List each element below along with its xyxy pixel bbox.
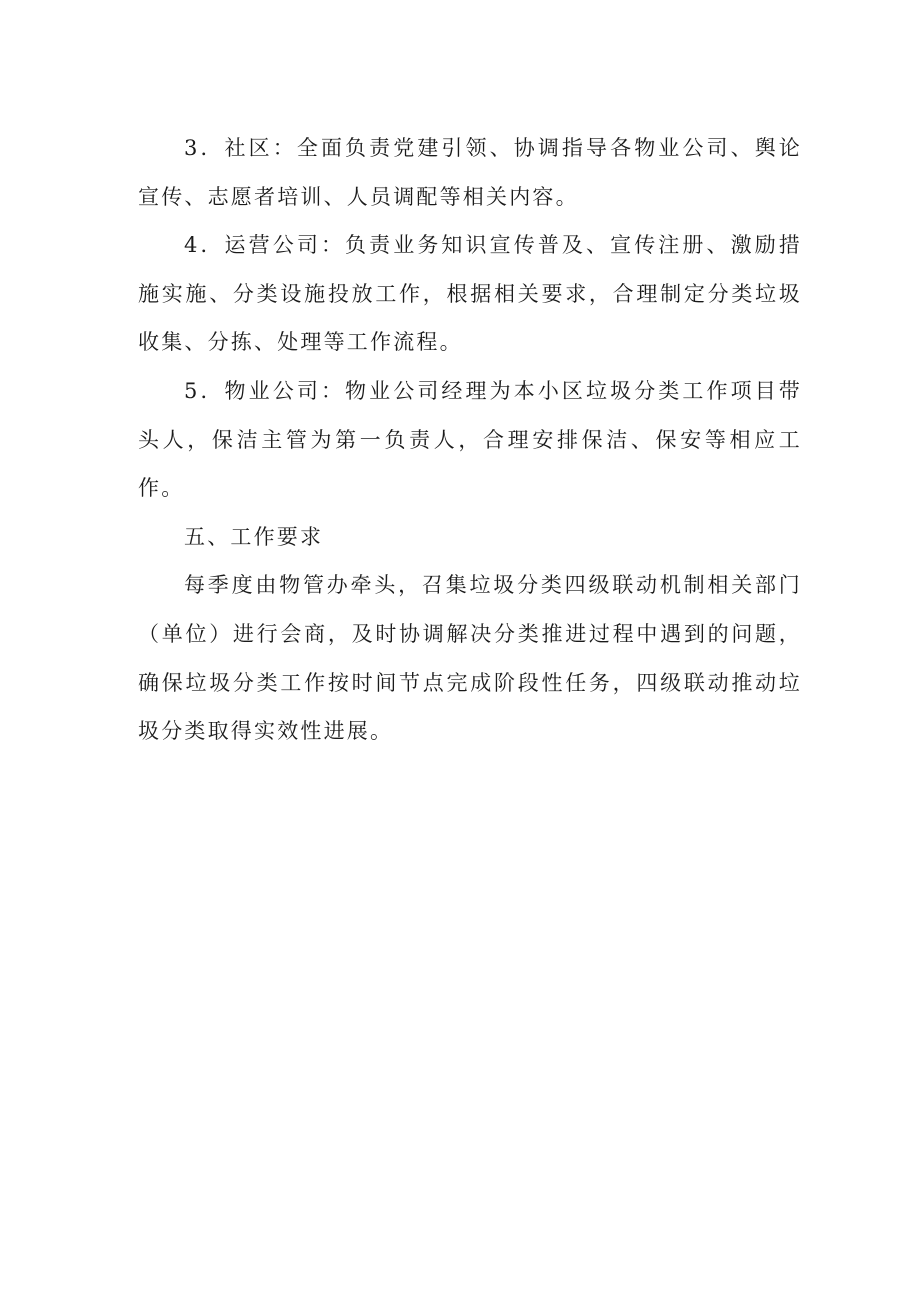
- section-heading-work-requirements: 五、工作要求: [184, 524, 324, 549]
- paragraph-property-company-duties: 5．物业公司：物业公司经理为本小区垃圾分类工作项目带头人，保洁主管为第一负责人，合理安排保洁、保安等相应工作。: [138, 378, 802, 501]
- document-body: [138, 124, 802, 756]
- paragraph-community-duties: 3．社区：全面负责党建引领、协调指导各物业公司、舆论宣传、志愿者培训、人员调配等相关内容。: [138, 136, 802, 209]
- paragraph-work-requirements: 每季度由物管办牵头，召集垃圾分类四级联动机制相关部门（单位）进行会商，及时协调解决分类推进过程中遇到的问题，确保垃圾分类工作按时间节点完成阶段性任务，四级联动推动垃圾分类取得实效性进展。: [138, 573, 802, 744]
- paragraph-operating-company-duties: 4．运营公司：负责业务知识宣传普及、宣传注册、激励措施实施、分类设施投放工作，根据相关要求，合理制定分类垃圾收集、分拣、处理等工作流程。: [138, 233, 802, 355]
